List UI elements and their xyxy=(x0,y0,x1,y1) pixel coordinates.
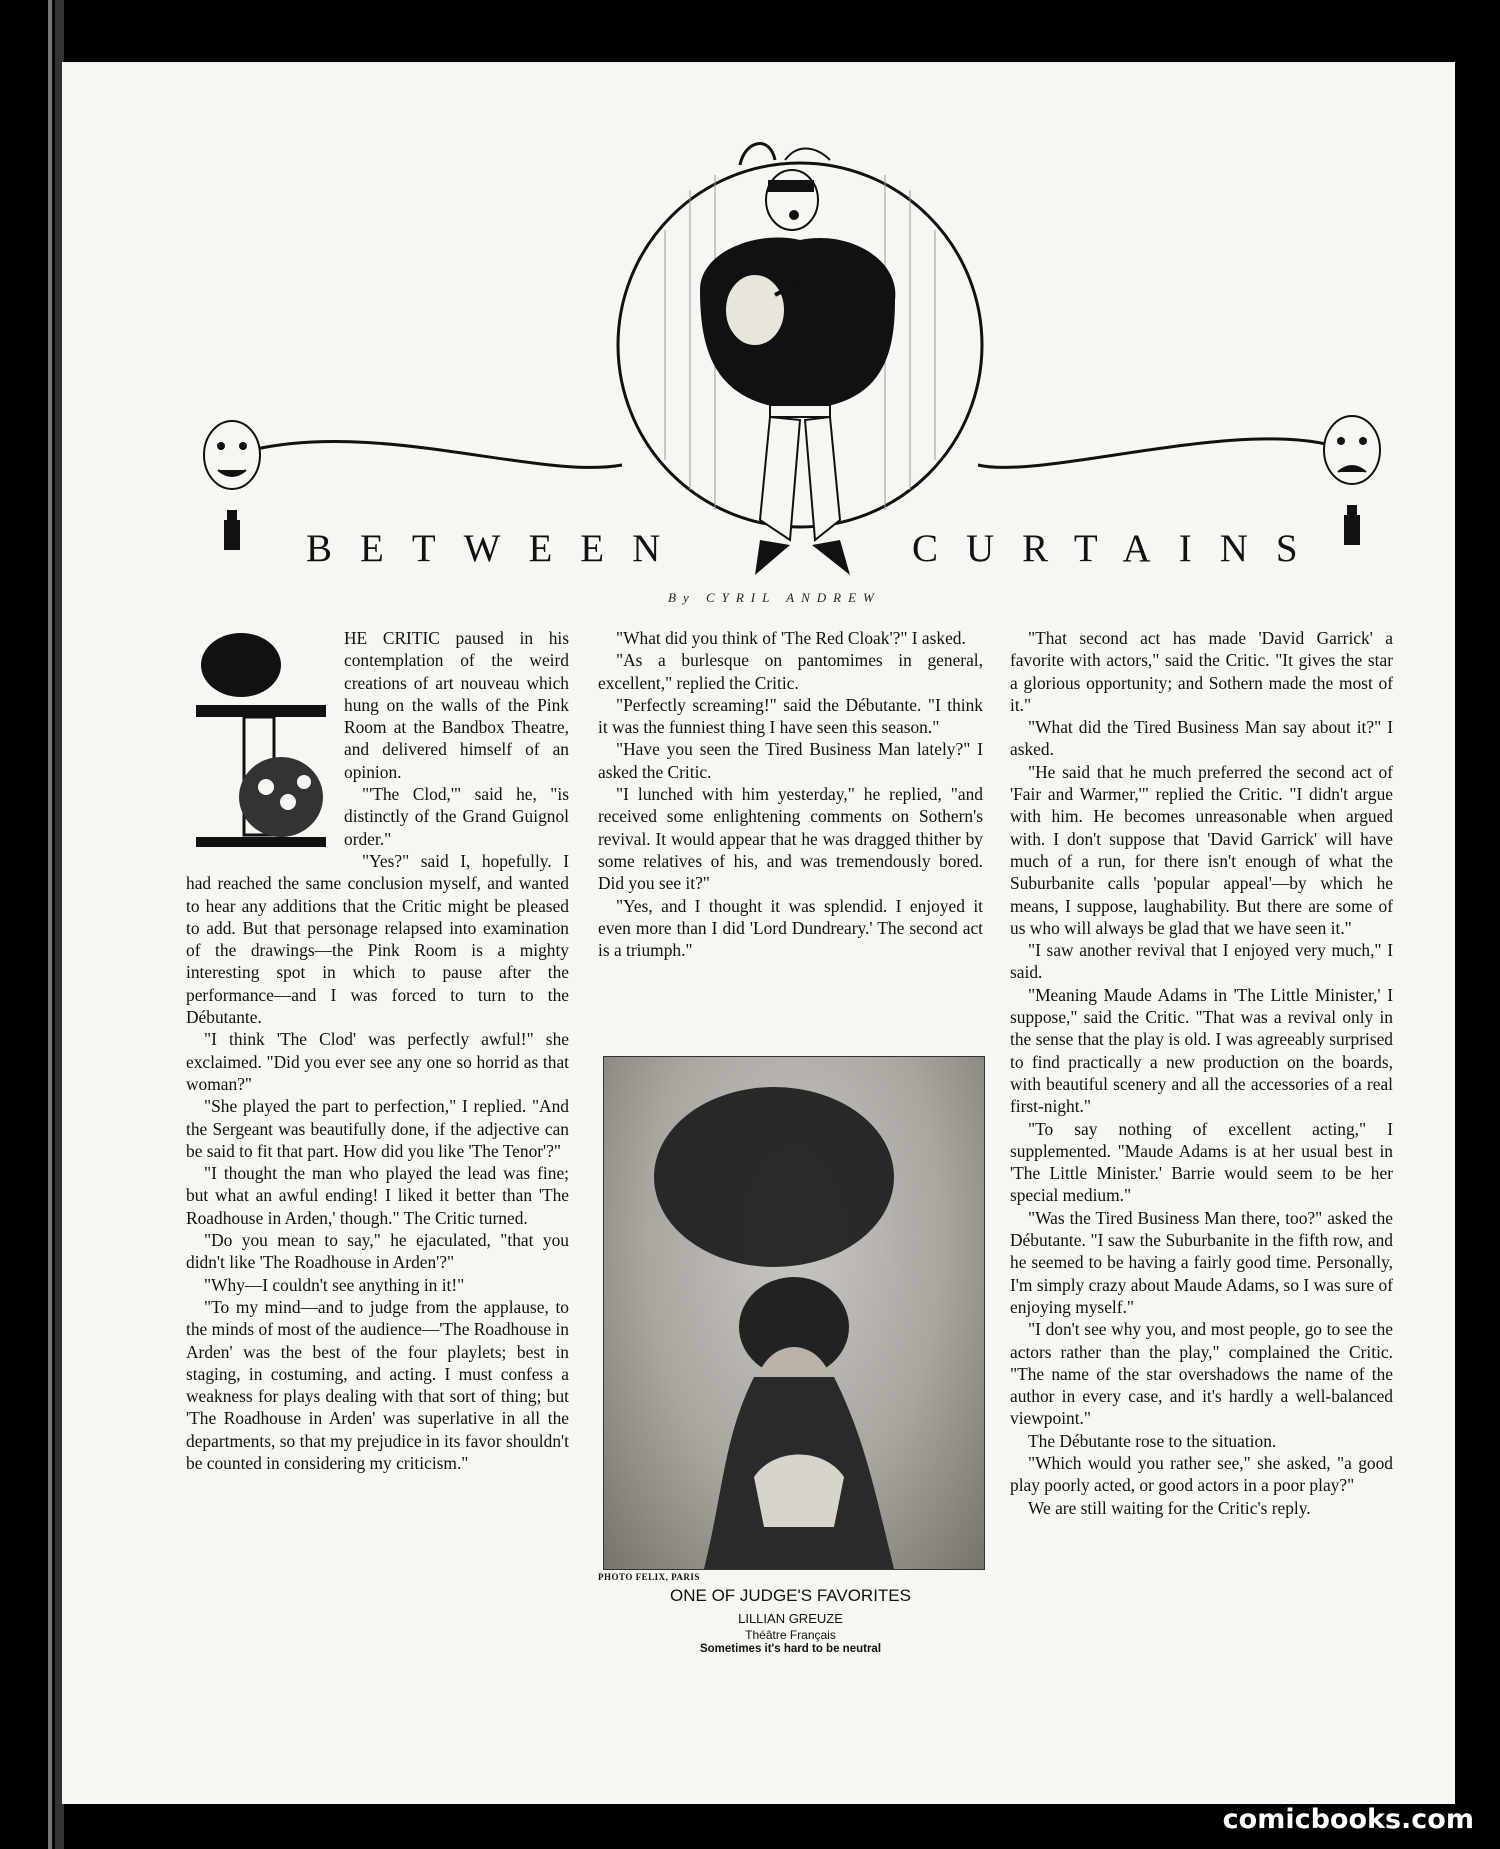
paragraph: "I think 'The Clod' was perfectly awful!" she exclaimed. "Did you ever see any one so horrid as that woman?" xyxy=(186,1029,569,1094)
photo-credit: PHOTO FELIX, PARIS xyxy=(598,1572,700,1582)
paragraph: HE CRITIC paused in his contemplation of the weird creations of art nouveau which hung on the walls of the Pink Room at the Bandbox Theatre, and delivered himself of an opinion. xyxy=(344,628,569,782)
paragraph: We are still waiting for the Critic's reply. xyxy=(1028,1497,1311,1518)
paragraph: "I don't see why you, and most people, go to see the actors rather than the play," complained the Critic. "The name of the star overshadows the name of the author in every case, and it's hardly a well-balanced viewpoint." xyxy=(1010,1319,1393,1429)
photo-caption-name: LILLIAN GREUZE xyxy=(738,1611,843,1626)
paragraph: "I saw another revival that I enjoyed very much," I said. xyxy=(1010,940,1393,983)
comedy-mask-icon xyxy=(204,421,260,550)
portrait-photo xyxy=(603,1056,985,1570)
page-title-left: BETWEEN xyxy=(306,527,689,570)
right-swag-curve xyxy=(978,439,1330,468)
site-watermark: comicbooks.com xyxy=(1222,1804,1474,1835)
left-swag-curve xyxy=(252,441,622,467)
photo-caption-title: ONE OF JUDGE'S FAVORITES xyxy=(670,1586,911,1605)
article-column-3 xyxy=(1010,627,1393,1519)
paragraph: "Perfectly screaming!" said the Débutante. "I think it was the funniest thing I have seen this season." xyxy=(598,694,983,738)
paragraph: "Do you mean to say," he ejaculated, "that you didn't like 'The Roadhouse in Arden'?" xyxy=(186,1230,569,1273)
article-column-2 xyxy=(598,627,983,961)
photo-caption-note: Sometimes it's hard to be neutral xyxy=(699,1643,882,1655)
pierrot-mandolin-player-icon xyxy=(700,144,895,575)
paragraph: "To my mind—and to judge from the applause, to the minds of most of the audience—'The Roadhouse in Arden' was the best of the four playlets; best in staging, in costuming, and acting. I must confess a weakness for plays dealing with that sort of thing; but 'The Roadhouse in Arden' was superlative in all the departments, so that my prejudice in its favor shouldn't be counted in considering my criticism." xyxy=(186,1296,569,1473)
paragraph: "She played the part to perfection," I replied. "And the Sergeant was beautifully done, if the adjective can be said to fit that part. How did you like 'The Tenor'?" xyxy=(186,1096,569,1161)
paragraph: "That second act has made 'David Garrick' a favorite with actors," said the Critic. "It gives the star a glorious opportunity; and Sothern made the most of it." xyxy=(1010,628,1393,715)
paragraph: "'The Clod,'" said he, "is distinctly of the Grand Guignol order." xyxy=(344,784,569,849)
paragraph: "Which would you rather see," she asked, "a good play poorly acted, or good actors in a poor play?" xyxy=(1010,1452,1393,1496)
paragraph: "Yes?" said I, hopefully. I had reached the same conclusion myself, and wanted to hear any additions that the Critic might be pleased to add. But that personage relapsed into examination of the drawings—the Pink Room is a mighty interesting spot in which to pause after the performance—and I was forced to turn to the Débutante. xyxy=(186,850,569,1028)
paragraph: "Why—I couldn't see anything in it!" xyxy=(204,1274,465,1295)
paragraph: "I thought the man who played the lead was fine; but what an awful ending! I liked it better than 'The Roadhouse in Arden,' though." The Critic turned. xyxy=(186,1163,569,1228)
article-column-1 xyxy=(186,627,569,1474)
paragraph: "What did the Tired Business Man say about it?" I asked. xyxy=(1010,717,1393,760)
paragraph: "Was the Tired Business Man there, too?" asked the Débutante. "I saw the Suburbanite in the fifth row, and he seemed to be having a fairly good time. Personally, I'm simply crazy about Maude Adams, so I was sure of enjoying myself." xyxy=(1010,1207,1393,1317)
paragraph: "Have you seen the Tired Business Man lately?" I asked the Critic. xyxy=(598,739,983,782)
paragraph: "I lunched with him yesterday," he replied, "and received some enlightening comments on Sothern's revival. It would appear that he was dragged thither by some relatives of his, and was tremendously bored. Did you see it?" xyxy=(598,784,983,894)
tragedy-mask-icon xyxy=(1324,416,1380,545)
paragraph: "To say nothing of excellent acting," I supplemented. "Maude Adams is at her usual best in 'The Little Minister.' Barrie would seem to be her special medium." xyxy=(1010,1118,1393,1206)
paragraph: "Yes, and I thought it was splendid. I enjoyed it even more than I did 'Lord Dundreary.' The second act is a triumph." xyxy=(598,895,983,961)
portrait-woman-feather-hat-image xyxy=(604,1057,984,1569)
page-title-right: CURTAINS xyxy=(912,527,1326,570)
paragraph: "He said that he much preferred the second act of 'Fair and Warmer,'" replied the Critic. "I didn't argue with him. He becomes unreasonable when argued with. I don't suppose that 'David Garrick' will have much of a run, for there isn't enough of what the Suburbanite calls 'popular appeal'—by which he means, I suppose, laughability. But there are some of us who will always be glad that we have seen it." xyxy=(1010,761,1393,938)
photo-caption-theatre: Théâtre Français xyxy=(745,1628,836,1642)
paragraph: The Débutante rose to the situation. xyxy=(1028,1430,1277,1451)
paragraph: "As a burlesque on pantomimes in general, excellent," replied the Critic. xyxy=(598,650,983,693)
paragraph: "Meaning Maude Adams in 'The Little Minister,' I suppose," said the Critic. "That was a revival only in the sense that the play is old. I was agreeably surprised to find practically a new production on the boards, with beautiful scenery and all the accessories of a real first-night." xyxy=(1010,984,1393,1117)
paragraph: "What did you think of 'The Red Cloak'?" I asked. xyxy=(616,628,966,648)
drop-cap-t-illustration xyxy=(186,627,334,855)
author-byline: By CYRIL ANDREW xyxy=(668,590,881,605)
